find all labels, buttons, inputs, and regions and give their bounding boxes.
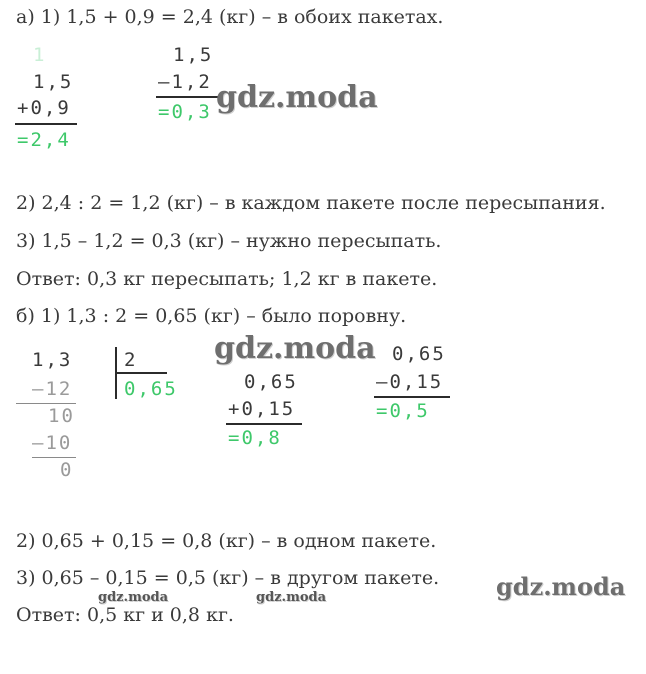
subtraction-top: 1,5 — [173, 44, 214, 66]
watermark-logo-small: gdz.moda — [98, 590, 169, 605]
watermark-logo: gdz.moda — [496, 572, 626, 601]
part-b-step-3: 3) 0,65 – 0,15 = 0,5 (кг) – в другом пакете. — [16, 567, 440, 589]
watermark-logo: gdz.moda — [216, 80, 378, 115]
addition-b-line — [226, 423, 302, 425]
division-step-2: –10 — [32, 432, 73, 454]
division-remainder-1: 10 — [48, 405, 75, 427]
division-dividend: 1,3 — [32, 349, 73, 371]
division-step-1: –12 — [32, 378, 73, 400]
addition-b-top: 0,65 — [244, 371, 298, 393]
carry-digit: 1 — [33, 44, 47, 66]
division-line-1 — [16, 403, 76, 404]
subtraction-b-result: =0,5 — [376, 400, 430, 422]
division-horizontal-line — [117, 372, 167, 374]
part-b-step-1: б) 1) 1,3 : 2 = 0,65 (кг) – было поровну. — [16, 305, 407, 327]
addition-line — [15, 123, 77, 125]
division-line-2 — [32, 457, 76, 458]
addition-top: 1,5 — [33, 71, 74, 93]
part-a-answer: Ответ: 0,3 кг пересыпать; 1,2 кг в пакете. — [16, 268, 438, 290]
division-remainder-2: 0 — [60, 459, 74, 481]
watermark-logo-small: gdz.moda — [256, 590, 327, 605]
addition-bottom: +0,9 — [17, 97, 71, 119]
subtraction-result: =0,3 — [158, 101, 212, 123]
part-a-step-1: а) 1) 1,5 + 0,9 = 2,4 (кг) – в обоих пакетах. — [16, 6, 444, 28]
division-divisor: 2 — [124, 349, 138, 371]
subtraction-b-top: 0,65 — [392, 343, 446, 365]
watermark-logo: gdz.moda — [214, 331, 376, 366]
division-quotient: 0,65 — [124, 378, 178, 400]
subtraction-b-line — [374, 396, 450, 398]
part-a-step-2: 2) 2,4 : 2 = 1,2 (кг) – в каждом пакете после пересыпания. — [16, 192, 606, 214]
subtraction-line — [156, 96, 218, 98]
addition-result: =2,4 — [17, 129, 71, 151]
part-b-answer: Ответ: 0,5 кг и 0,8 кг. — [16, 604, 234, 626]
subtraction-b-bottom: –0,15 — [376, 371, 444, 393]
subtraction-bottom: –1,2 — [158, 71, 212, 93]
part-b-step-2: 2) 0,65 + 0,15 = 0,8 (кг) – в одном пакете. — [16, 530, 437, 552]
addition-b-result: =0,8 — [228, 427, 282, 449]
part-a-step-3: 3) 1,5 – 1,2 = 0,3 (кг) – нужно пересыпать. — [16, 230, 442, 252]
addition-b-bottom: +0,15 — [228, 398, 296, 420]
